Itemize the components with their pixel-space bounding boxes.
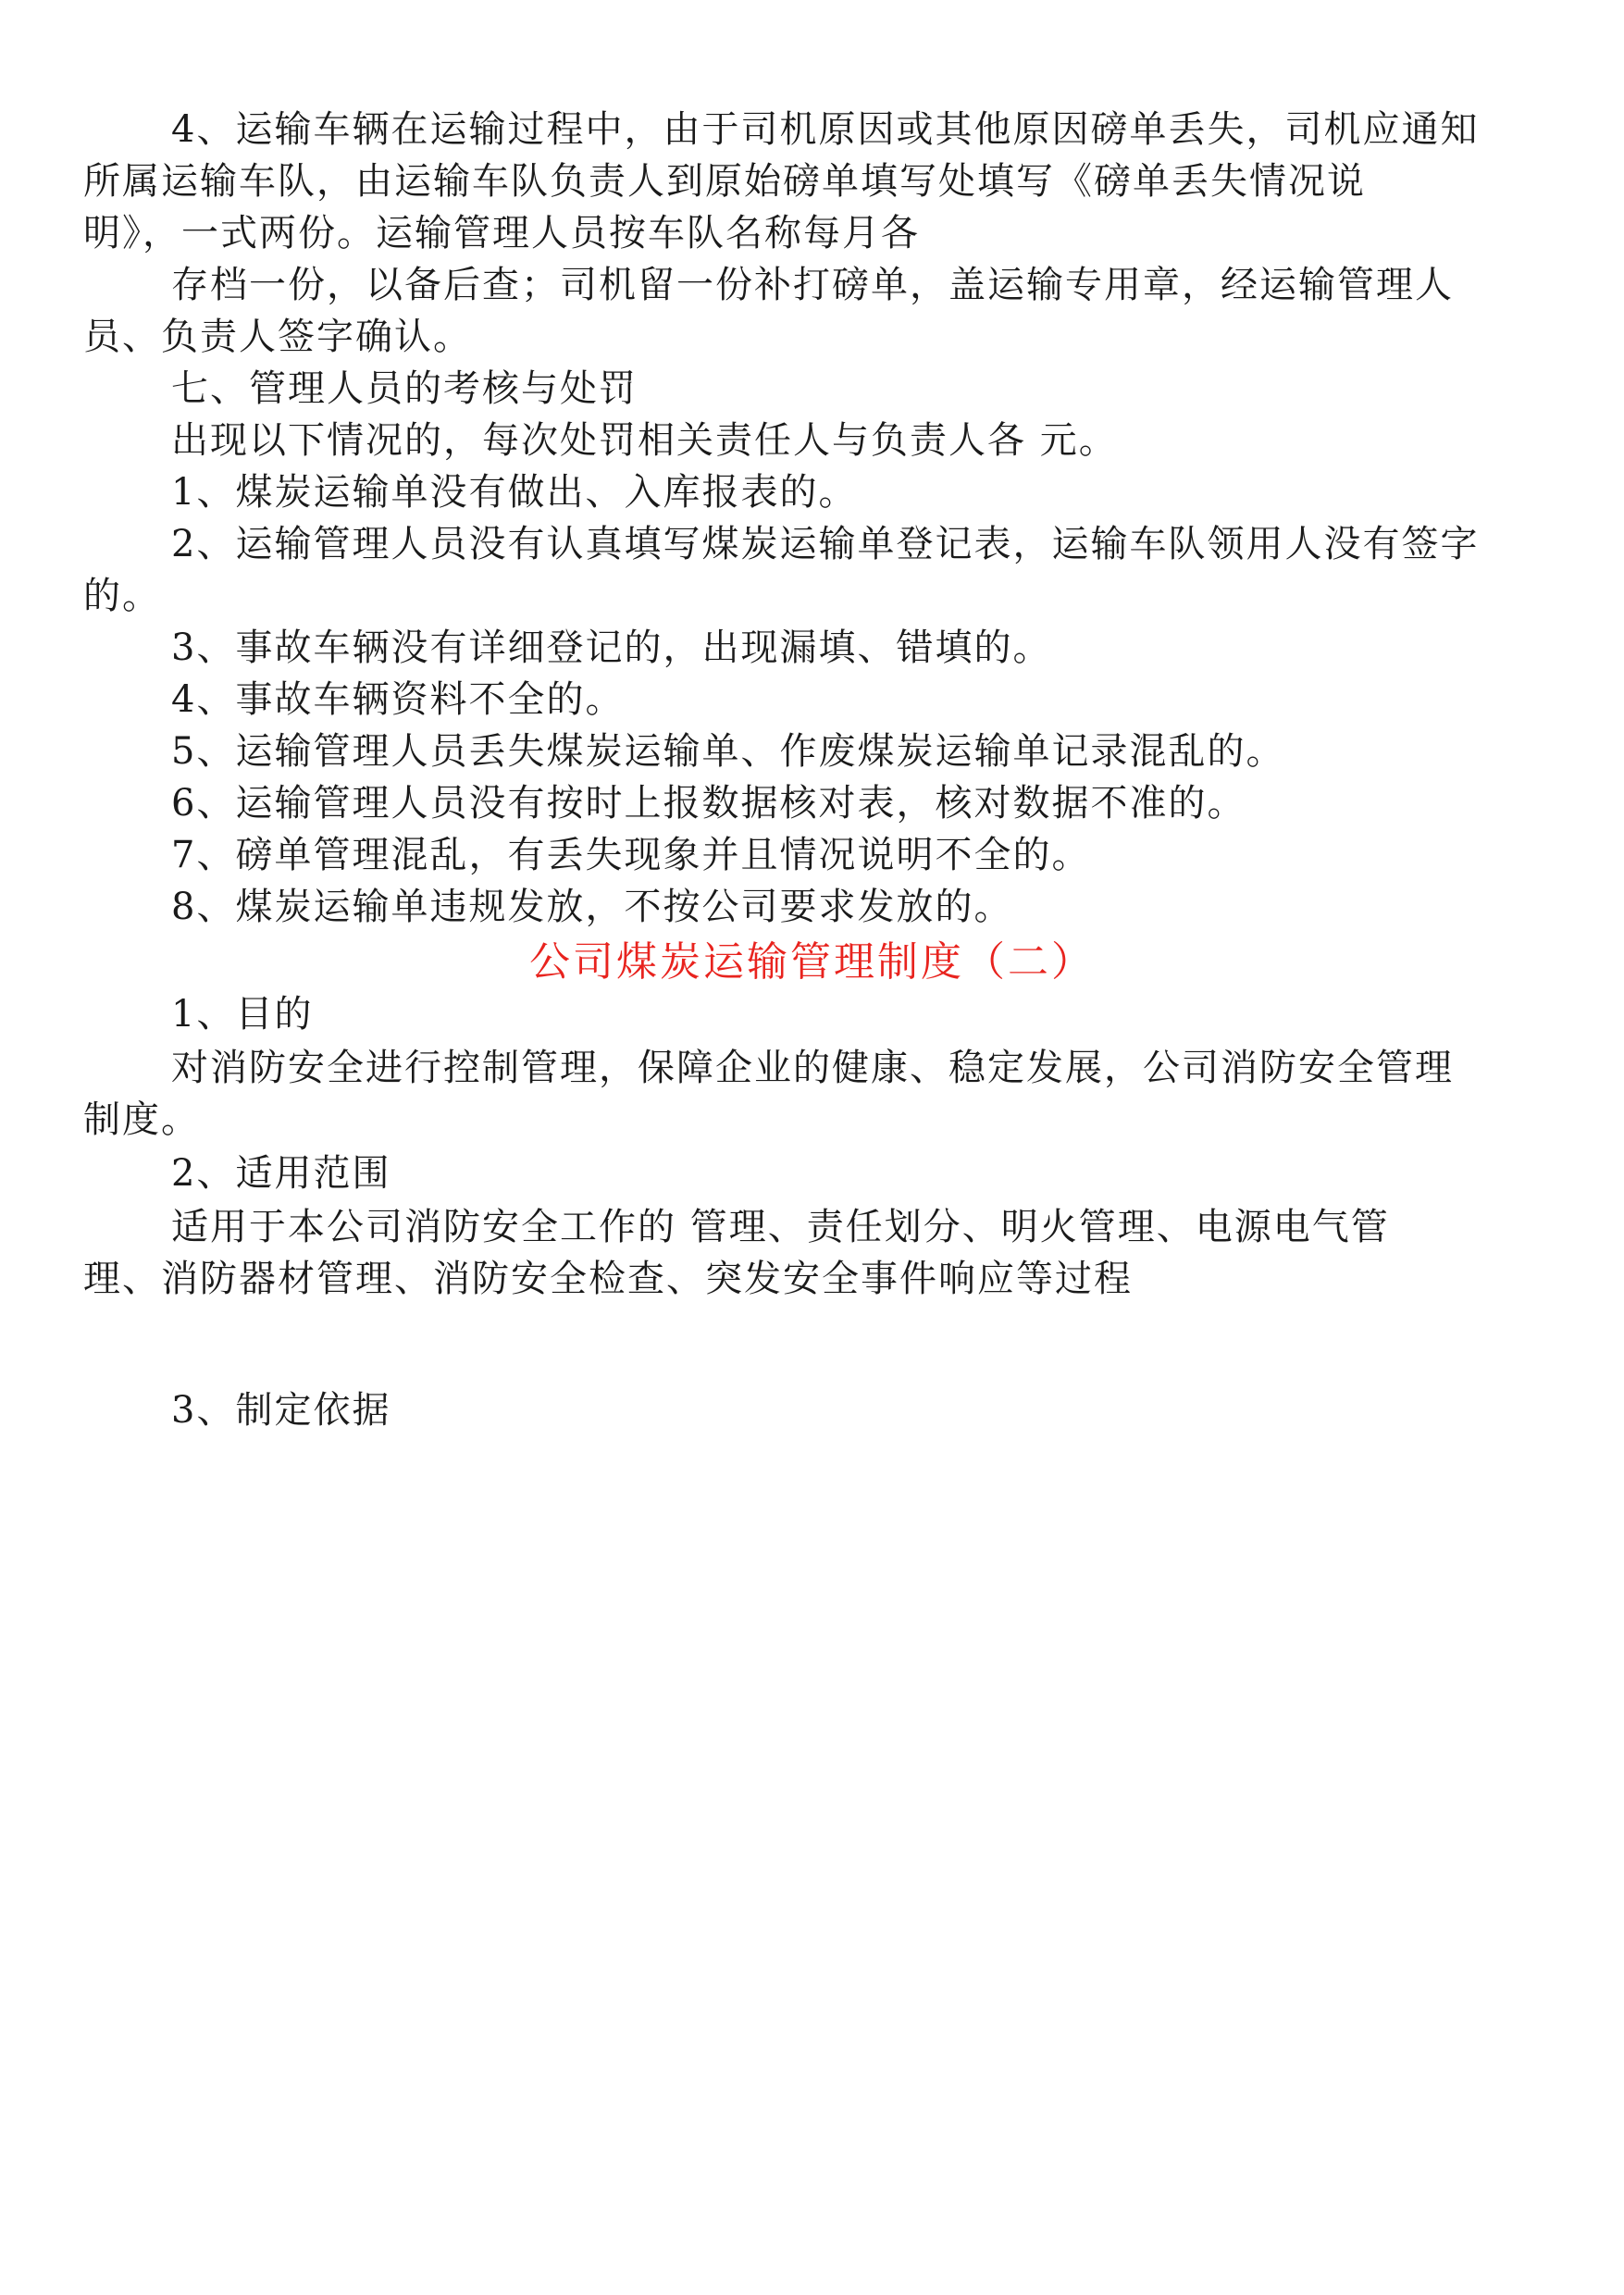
section-title: 1、目的 bbox=[171, 993, 314, 1036]
list-item: 5、运输管理人员丢失煤炭运输单、作废煤炭运输单记录混乱的。 bbox=[171, 730, 1285, 773]
paragraph-line: 4、运输车辆在运输过程中，由于司机原因或其他原因磅单丢失，司机应通知 bbox=[171, 108, 1480, 151]
list-item: 6、运输管理人员没有按时上报数据核对表，核对数据不准的。 bbox=[171, 782, 1246, 825]
paragraph-line: 存档一份，以备后查；司机留一份补打磅单，盖运输专用章，经运输管理人 bbox=[171, 264, 1454, 306]
paragraph-line: 明》，一式两份。运输管理人员按车队名称每月各 bbox=[83, 212, 920, 254]
paragraph-line: 出现以下情况的，每次处罚相关责任人与负责人各 元。 bbox=[171, 419, 1118, 462]
section-title: 七、管理人员的考核与处罚 bbox=[171, 367, 638, 410]
document-heading: 公司煤炭运输管理制度（二） bbox=[529, 938, 1095, 986]
paragraph-line: 所属运输车队，由运输车队负责人到原始磅单填写处填写《磅单丢失情况说 bbox=[83, 160, 1366, 203]
list-item-continuation: 的。 bbox=[83, 575, 161, 617]
list-item: 8、煤炭运输单违规发放，不按公司要求发放的。 bbox=[171, 886, 1013, 928]
paragraph-line: 员、负责人签字确认。 bbox=[83, 316, 472, 358]
list-item: 1、煤炭运输单没有做出、入库报表的。 bbox=[171, 471, 858, 514]
list-item: 2、运输管理人员没有认真填写煤炭运输单登记表，运输车队领用人没有签字 bbox=[171, 523, 1480, 565]
section-title: 2、适用范围 bbox=[171, 1152, 391, 1195]
list-item: 3、事故车辆没有详细登记的，出现漏填、错填的。 bbox=[171, 626, 1052, 669]
paragraph-line: 理、消防器材管理、消防安全检查、突发安全事件响应等过程 bbox=[83, 1258, 1133, 1300]
section-title: 3、制定依据 bbox=[171, 1389, 391, 1432]
paragraph-line: 对消防安全进行控制管理，保障企业的健康、稳定发展，公司消防安全管理 bbox=[171, 1047, 1454, 1089]
paragraph-line: 适用于本公司消防安全工作的 管理、责任划分、明火管理、电源电气管 bbox=[171, 1206, 1390, 1248]
paragraph-line: 制度。 bbox=[83, 1098, 200, 1141]
list-item: 4、事故车辆资料不全的。 bbox=[171, 678, 625, 721]
list-item: 7、磅单管理混乱，有丢失现象并且情况说明不全的。 bbox=[171, 834, 1091, 876]
